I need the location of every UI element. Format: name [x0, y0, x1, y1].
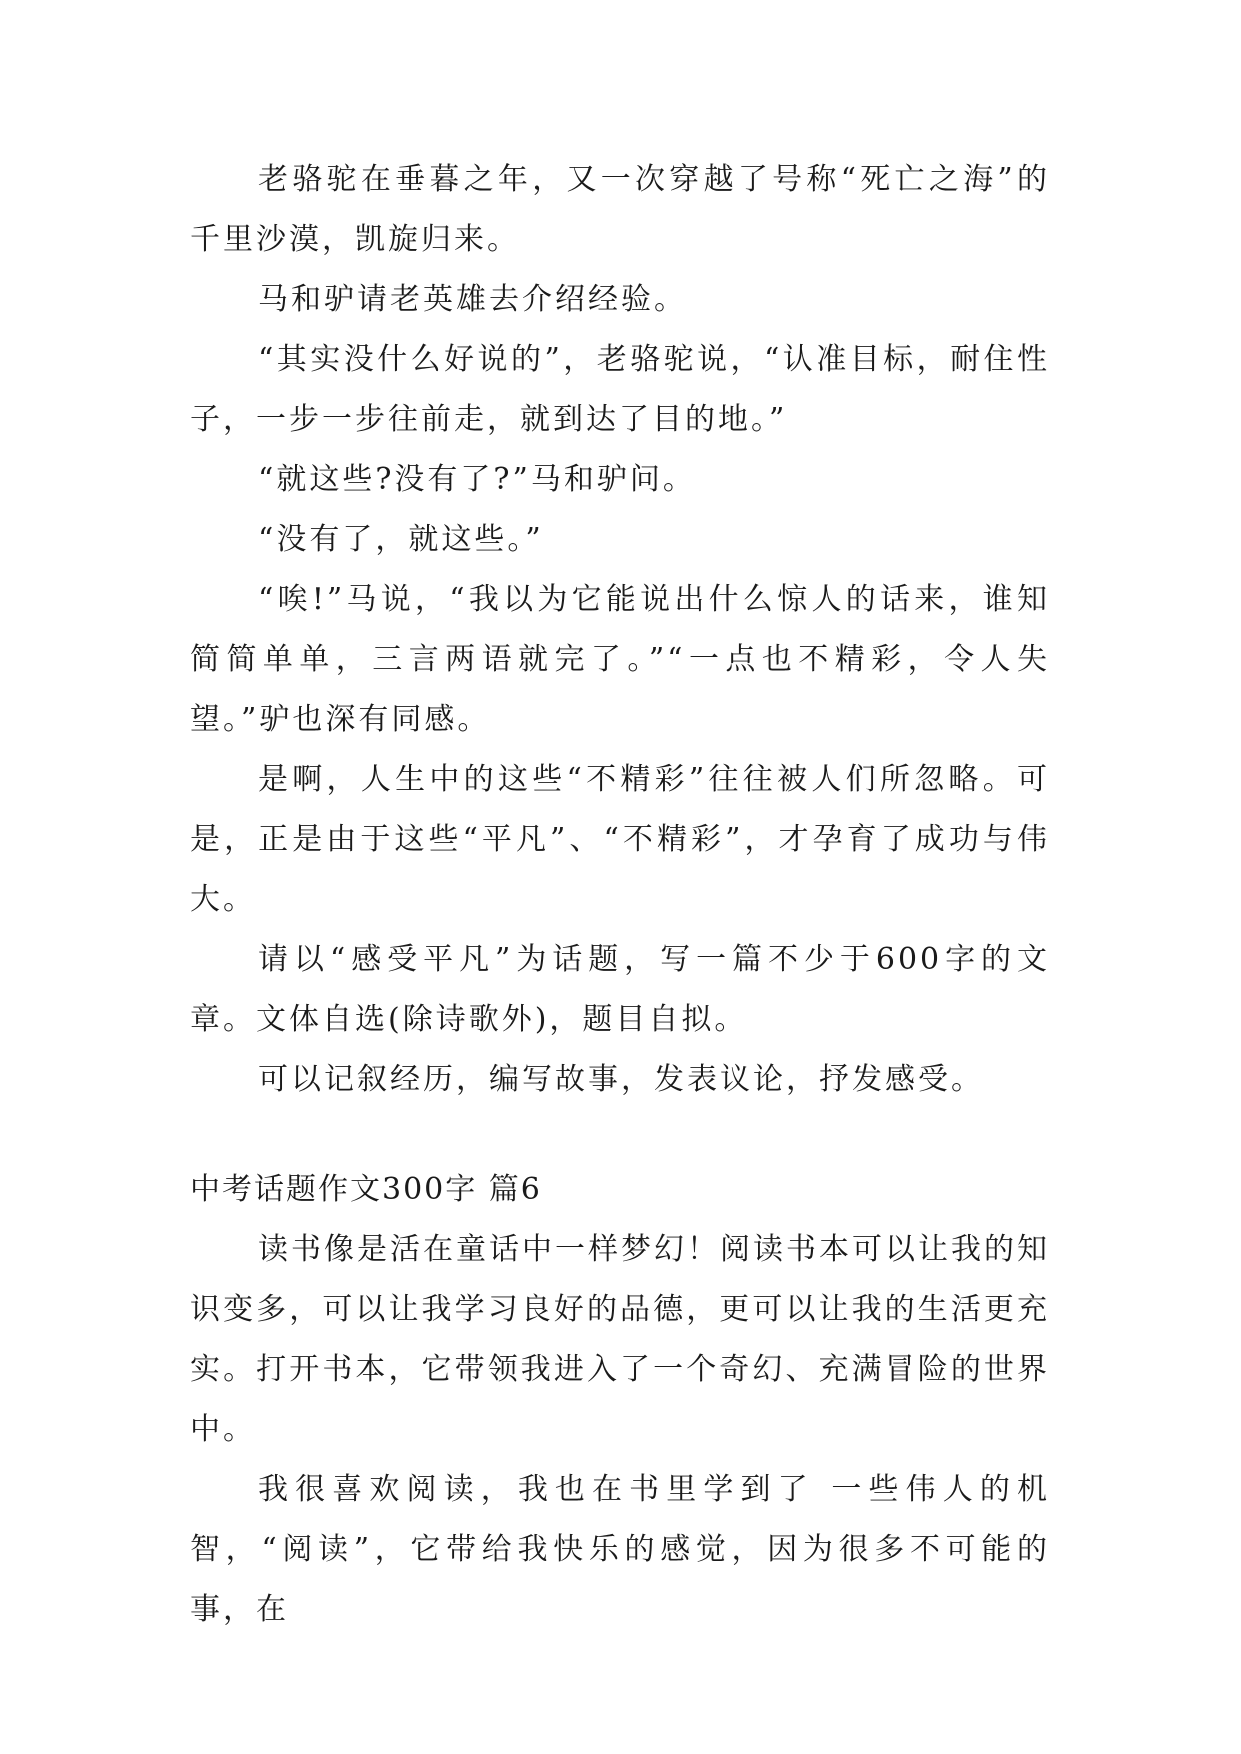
paragraph-camel-answer: “没有了，就这些。” [258, 522, 544, 557]
paragraph-camel-speech: “其实没什么好说的”，老骆驼说，“认准目标，耐住性子，一步一步往前走，就到达了目的地。” [190, 342, 1050, 437]
paragraph-writing-options: 可以记叙经历，编写故事，发表议论，抒发感受。 [258, 1062, 984, 1097]
paragraph-camel-return: 老骆驼在垂暮之年，又一次穿越了号称“死亡之海”的千里沙漠，凯旋归来。 [190, 162, 1050, 257]
paragraph-horse-donkey-ask: “就这些?没有了?”马和驴问。 [258, 462, 696, 497]
paragraph-reading-joy: 我很喜欢阅读，我也在书里学到了 一些伟人的机智，“阅读”，它带给我快乐的感觉，因为很多不可能的事，在 [190, 1472, 1050, 1627]
paragraph-reading-dream: 读书像是活在童话中一样梦幻！阅读书本可以让我的知识变多，可以让我学习良好的品德，更可以让我的生活更充实。打开书本，它带领我进入了一个奇幻、充满冒险的世界中。 [190, 1232, 1050, 1447]
paragraph-reflection: 是啊，人生中的这些“不精彩”往往被人们所忽略。可是，正是由于这些“平凡”、“不精彩”，才孕育了成功与伟大。 [190, 762, 1050, 917]
section-gap [190, 1110, 1050, 1160]
paragraph-horse-donkey-invite: 马和驴请老英雄去介绍经验。 [258, 282, 687, 317]
paragraph-horse-reaction: “唉!”马说，“我以为它能说出什么惊人的话来，谁知简简单单，三言两语就完了。”“一点也不精彩，令人失望。”驴也深有同感。 [190, 582, 1050, 737]
document-body [190, 150, 1050, 1640]
section-heading: 中考话题作文300字 篇6 [190, 1172, 542, 1207]
paragraph-writing-prompt: 请以“感受平凡”为话题，写一篇不少于600字的文章。文体自选(除诗歌外)，题目自拟。 [190, 942, 1050, 1037]
